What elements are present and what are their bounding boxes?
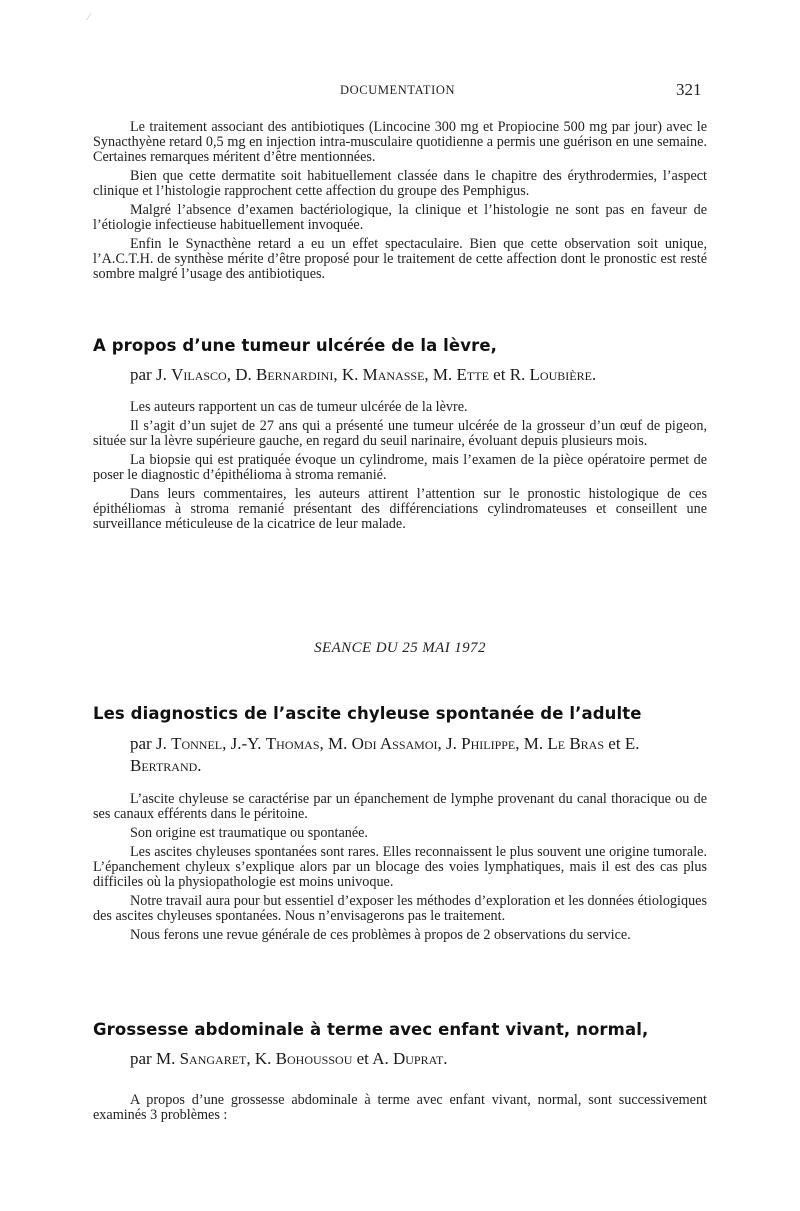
paragraph: La biopsie qui est pratiquée évoque un cylindrome, mais l’examen de la pièce opératoire permet de poser le diagnostic d’épithélioma à stroma remanié. bbox=[93, 452, 707, 483]
author-separator: . bbox=[443, 1049, 448, 1068]
author-separator: , bbox=[246, 1049, 255, 1068]
article-body-1 bbox=[93, 400, 707, 536]
author-initial: J. bbox=[155, 365, 172, 384]
author-separator: , bbox=[222, 734, 231, 753]
paragraph: Son origine est traumatique ou spontanée. bbox=[130, 825, 368, 841]
author-separator: , bbox=[319, 734, 328, 753]
paragraph: Les ascites chyleuses spontanées sont rares. Elles reconnaissent le plus souvent une origine tumorale. L’épanchement chyleux s’explique alors par un blocage des voies lymphatiques, mais il est des cas plus difficiles où la physiopathologie est moins univoque. bbox=[93, 844, 707, 890]
paragraph: Malgré l’absence d’examen bactériologique, la clinique et l’histologie ne sont pas en faveur de l’étiologie infectieuse habituellement invoquée. bbox=[93, 202, 707, 233]
paragraph: A propos d’une grossesse abdominale à terme avec enfant vivant, normal, sont successivement examinés 3 problèmes : bbox=[93, 1092, 707, 1123]
author-name: Vilasco bbox=[171, 365, 227, 384]
author-initial: J. bbox=[155, 734, 172, 753]
paragraph: Nous ferons une revue générale de ces problèmes à propos de 2 observations du service. bbox=[130, 927, 631, 943]
byline bbox=[93, 1048, 707, 1070]
article-body-3 bbox=[93, 1093, 707, 1127]
author-separator: , bbox=[333, 365, 342, 384]
running-title: DOCUMENTATION bbox=[340, 83, 456, 97]
author-initial: E. bbox=[624, 734, 640, 753]
article-heading-3 bbox=[93, 1020, 707, 1039]
author-name: Ette bbox=[456, 365, 489, 384]
author-separator: . bbox=[197, 756, 202, 775]
article-title: Grossesse abdominale à terme avec enfant vivant, normal, bbox=[93, 1020, 649, 1039]
author-initial: J. bbox=[446, 734, 462, 753]
author-name: Odi Assamoi bbox=[351, 734, 438, 753]
page-number: 321 bbox=[676, 80, 702, 99]
author-name: Duprat bbox=[392, 1049, 444, 1068]
byline bbox=[93, 733, 707, 777]
author-name: Le Bras bbox=[547, 734, 605, 753]
article-title: Les diagnostics de l’ascite chyleuse spontanée de l’adulte bbox=[93, 704, 642, 723]
author-separator: et bbox=[488, 365, 510, 384]
author-initial: A. bbox=[372, 1049, 393, 1068]
byline-prefix: par bbox=[130, 1049, 156, 1068]
intro-section bbox=[93, 120, 707, 286]
author-initial: M. bbox=[523, 734, 548, 753]
author-separator: . bbox=[591, 365, 597, 384]
author-separator: , bbox=[437, 734, 446, 753]
author-initial: M. bbox=[432, 365, 457, 384]
article-byline-2 bbox=[93, 733, 707, 777]
author-initial: J.-Y. bbox=[230, 734, 266, 753]
paragraph: Le traitement associant des antibiotiques (Lincocine 300 mg et Propiocine 500 mg par jour) avec le Synacthyène retard 0,5 mg en injection intra-musculaire quotidienne a permis une guérison en une semaine. Certaines remarques méritent d’être mentionnées. bbox=[93, 119, 707, 165]
author-name: Philippe bbox=[461, 734, 516, 753]
article-title: A propos d’une tumeur ulcérée de la lèvre, bbox=[93, 336, 497, 355]
byline-prefix: par bbox=[130, 365, 156, 384]
session-heading: SEANCE DU 25 MAI 1972 bbox=[314, 640, 486, 656]
paragraph: Notre travail aura pour but essentiel d’exposer les méthodes d’exploration et les données étiologiques des ascites chyleuses spontanées. Nous n’envisagerons pas le traitement. bbox=[93, 893, 707, 924]
author-initial: K. bbox=[341, 365, 363, 384]
author-separator: et bbox=[352, 1049, 373, 1068]
author-separator: , bbox=[226, 365, 236, 384]
author-name: Tonnel bbox=[171, 734, 223, 753]
paragraph: Dans leurs commentaires, les auteurs attirent l’attention sur le pronostic histologique de ces épithéliomas à stroma remanié présentant des différenciations cylindromateuses et conseillent une surveillance méticuleuse de la cicatrice de leur malade. bbox=[93, 486, 707, 532]
author-name: Bohoussou bbox=[275, 1049, 353, 1068]
article-heading-1 bbox=[93, 336, 707, 355]
byline-prefix: par bbox=[130, 734, 156, 753]
author-separator: et bbox=[604, 734, 625, 753]
byline bbox=[93, 364, 707, 386]
paragraph: Il s’agit d’un sujet de 27 ans qui a présenté une tumeur ulcérée de la grosseur d’un œuf de pigeon, située sur la lèvre supérieure gauche, en regard du seuil narinaire, évoluant depuis plusieurs mois. bbox=[93, 418, 707, 449]
author-name: Manasse bbox=[362, 365, 425, 384]
article-byline-1 bbox=[93, 364, 707, 386]
article-body-2 bbox=[93, 792, 707, 947]
paragraph: Bien que cette dermatite soit habituellement classée dans le chapitre des érythrodermies, l’aspect clinique et l’histologie rapprochent cette affection du groupe des Pemphigus. bbox=[93, 168, 707, 199]
page-header bbox=[0, 80, 800, 100]
author-initial: M. bbox=[328, 734, 352, 753]
author-name: Bertrand bbox=[130, 756, 198, 775]
author-name: Bernardini bbox=[256, 365, 334, 384]
article-heading-2 bbox=[93, 704, 707, 723]
paragraph: Enfin le Synacthène retard a eu un effet spectaculaire. Bien que cette observation soit unique, l’A.C.T.H. de synthèse mérite d’être proposé pour le traitement de cette affection dont le pronostic est resté sombre malgré l’usage des antibiotiques. bbox=[93, 236, 707, 282]
paragraph: L’ascite chyleuse se caractérise par un épanchement de lymphe provenant du canal thoracique ou de ses canaux efférents dans le péritoine. bbox=[93, 791, 707, 822]
author-initial: D. bbox=[235, 365, 256, 384]
author-name: Loubière bbox=[529, 365, 592, 384]
author-initial: M. bbox=[155, 1049, 180, 1068]
article-byline-3 bbox=[93, 1048, 707, 1070]
author-initial: K. bbox=[254, 1049, 276, 1068]
print-speck-mark: ⁄ bbox=[88, 12, 90, 22]
author-separator: , bbox=[424, 365, 433, 384]
author-separator: , bbox=[515, 734, 524, 753]
paragraph: Les auteurs rapportent un cas de tumeur ulcérée de la lèvre. bbox=[130, 399, 468, 415]
author-initial: R. bbox=[509, 365, 530, 384]
author-name: Sangaret bbox=[179, 1049, 247, 1068]
author-name: Thomas bbox=[265, 734, 320, 753]
